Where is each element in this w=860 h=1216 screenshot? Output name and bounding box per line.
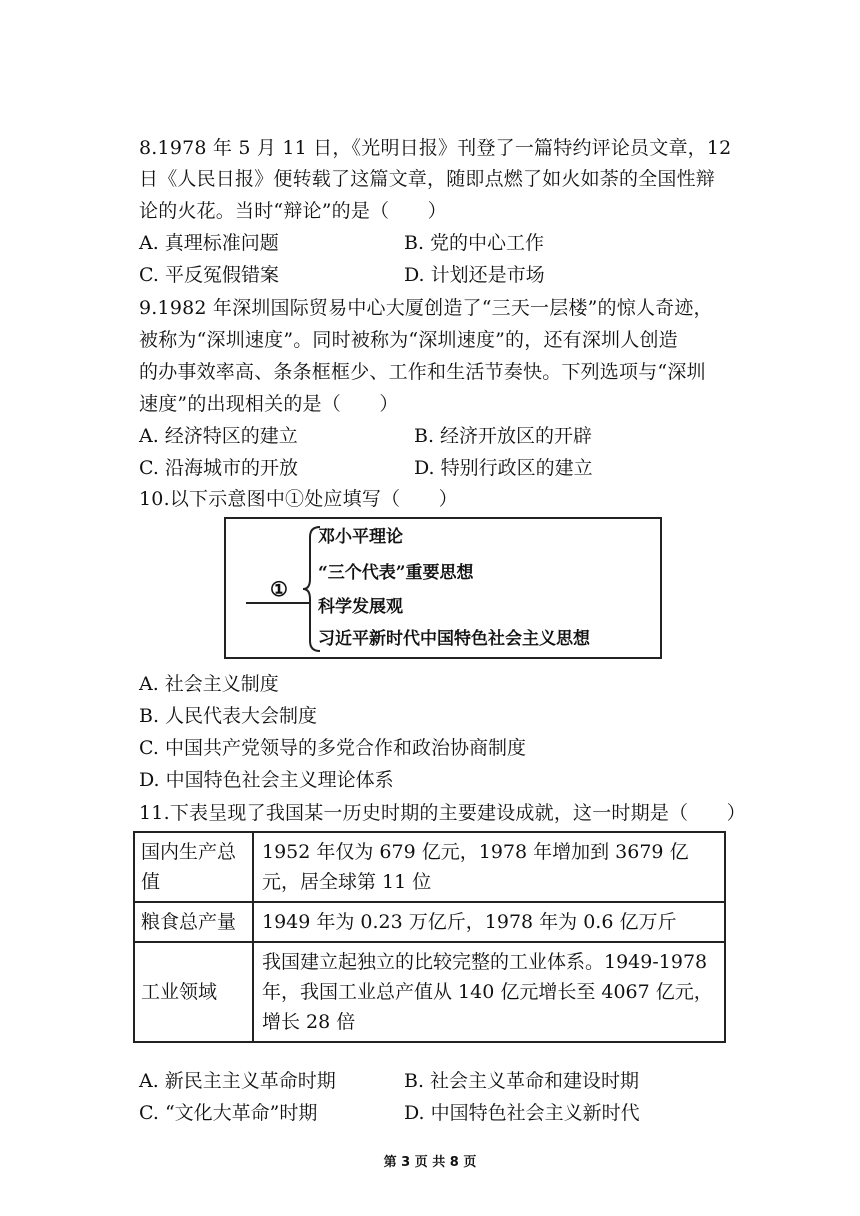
page-footer: 第 3 页 共 8 页	[383, 1155, 477, 1170]
table-header-cell: 粮食总产量	[134, 902, 253, 942]
q8-option-b: B. 党的中心工作	[404, 232, 545, 254]
diagram-item-1: 邓小平理论	[318, 527, 403, 547]
q9-option-b: B. 经济开放区的开辟	[414, 425, 593, 447]
q8-stem-line-2: 日《人民日报》便转载了这篇文章，随即点燃了如火如荼的全国性辩	[139, 168, 716, 190]
q10-option-b: B. 人民代表大会制度	[139, 705, 318, 727]
diagram-item-3: 科学发展观	[318, 597, 403, 617]
q10-stem: 10.以下示意图中①处应填写（ ）	[139, 488, 458, 510]
q11-option-c: C. “文化大革命”时期	[139, 1102, 318, 1124]
q11-option-b: B. 社会主义革命和建设时期	[404, 1070, 640, 1092]
table-row	[134, 942, 725, 1042]
achievement-table	[133, 831, 726, 1043]
q8-option-d: D. 计划还是市场	[404, 264, 545, 286]
q9-stem-line-1: 9.1982 年深圳国际贸易中心大厦创造了“三天一层楼”的惊人奇迹，	[139, 297, 713, 319]
q10-option-a: A. 社会主义制度	[139, 673, 279, 695]
diagram-item-4: 习近平新时代中国特色社会主义思想	[318, 629, 590, 649]
table-content-cell: 我国建立起独立的比较完整的工业体系。1949-1978 年，我国工业总产值从 140 亿元增长至 4067 亿元，增长 28 倍	[253, 942, 725, 1042]
q9-stem-line-3: 的办事效率高、条条框框少、工作和生活节奏快。下列选项与“深圳	[139, 361, 706, 383]
table-row	[134, 832, 725, 902]
q9-option-c: C. 沿海城市的开放	[139, 457, 298, 479]
diagram-item-2: “三个代表”重要思想	[318, 563, 474, 583]
q11-option-d: D. 中国特色社会主义新时代	[404, 1102, 640, 1124]
q10-option-c: C. 中国共产党领导的多党合作和政治协商制度	[139, 737, 526, 759]
q9-option-d: D. 特别行政区的建立	[414, 457, 593, 479]
diagram-blank-line	[246, 602, 310, 604]
diagram-marker: ①	[270, 577, 288, 601]
table-header-cell: 工业领域	[134, 942, 253, 1042]
q11-stem: 11.下表呈现了我国某一历史时期的主要建设成就，这一时期是（ ）	[139, 802, 746, 824]
q10-option-d: D. 中国特色社会主义理论体系	[139, 769, 394, 791]
table-row	[134, 902, 725, 942]
table-content-cell: 1952 年仅为 679 亿元，1978 年增加到 3679 亿元，居全球第 11 位	[253, 832, 725, 902]
q11-option-a: A. 新民主主义革命时期	[139, 1070, 336, 1092]
q8-option-c: C. 平反冤假错案	[139, 264, 279, 286]
q9-stem-line-4: 速度”的出现相关的是（ ）	[139, 393, 399, 415]
q9-stem-line-2: 被称为“深圳速度”。同时被称为“深圳速度”的，还有深圳人创造	[139, 329, 678, 351]
q8-stem-line-3: 论的火花。当时“辩论”的是（ ）	[139, 200, 447, 222]
table-header-cell: 国内生产总值	[134, 832, 253, 902]
q9-option-a: A. 经济特区的建立	[139, 425, 298, 447]
q8-stem-line-1: 8.1978 年 5 月 11 日，《光明日报》刊登了一篇特约评论员文章，12	[139, 137, 732, 159]
q8-option-a: A. 真理标准问题	[139, 232, 279, 254]
table-content-cell: 1949 年为 0.23 万亿斤，1978 年为 0.6 亿万斤	[253, 902, 725, 942]
q10-diagram	[224, 517, 662, 659]
